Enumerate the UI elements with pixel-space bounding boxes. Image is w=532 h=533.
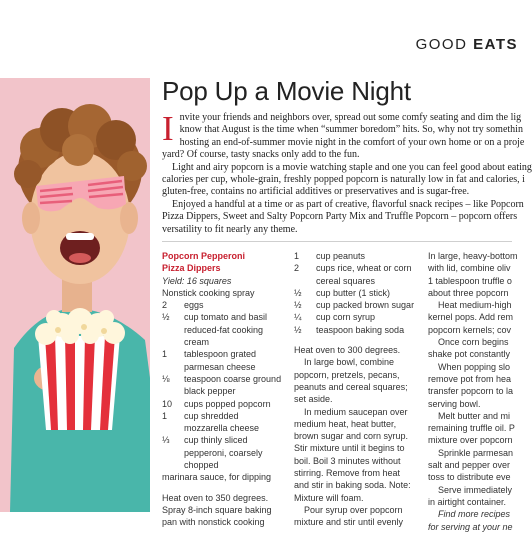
recipe-party-mix (294, 250, 422, 529)
step-line: Spray 8-inch square baking (162, 504, 272, 515)
ingredient-qty: ½ (294, 300, 302, 311)
ingredient-row (162, 348, 282, 373)
intro-line: hosting an end-of-summer movie night in the comfort of your own home or on a proje (179, 136, 525, 148)
ingredient-row (162, 373, 282, 398)
step-line: peanuts and cereal squares; (294, 381, 408, 392)
article-title: Pop Up a Movie Night (162, 76, 411, 106)
ingredient-line: Nonstick cooking spray (162, 287, 255, 298)
paragraph-line: Pizza Dippers, Sweet and Salty Popcorn Party Mix and Truffle Popcorn – popcorn offers (162, 211, 518, 223)
drop-cap: I (162, 109, 174, 148)
intro-line: yard? Of course, tasty snacks only add to the fun. (162, 149, 360, 161)
ingredient-qty: ⅓ (162, 435, 170, 446)
step-line: popcorn kernels; cov (428, 324, 512, 335)
step-line: boil. Boil 3 minutes without (294, 455, 401, 466)
ingredient-text: cups rice, wheat or corn cereal squares (316, 263, 412, 286)
ingredient-qty: 1 (162, 349, 168, 360)
ingredient-row (162, 434, 282, 471)
step-line: set aside. (294, 394, 333, 405)
step-line: Heat oven to 300 degrees. (294, 345, 401, 356)
ingredient-text: cup peanuts (316, 251, 366, 261)
ingredient-qty: 2 (162, 300, 168, 311)
step-line: for serving at your ne (428, 521, 513, 532)
ingredient-text: cup packed brown sugar (316, 300, 415, 311)
hero-photo (0, 78, 150, 512)
step-line: about three popcorn (428, 287, 509, 298)
step-line: remaining truffle oil. P (428, 423, 515, 434)
ingredient-row (294, 311, 422, 323)
step-line: 1 tablespoon truffle o (428, 275, 512, 286)
ingredient-row (162, 410, 282, 435)
ingredient-row (162, 299, 282, 311)
step-line: toss to distribute eve (428, 472, 511, 483)
ingredient-row (294, 324, 422, 336)
step-line: remove pot from hea (428, 373, 512, 384)
paragraph-line: gluten-free, contains no artificial additives or preservatives and is sugar-free. (162, 186, 470, 198)
step-line: salt and pepper over (428, 460, 511, 471)
ingredient-text: cup tomato and basil reduced-fat cooking cream (184, 312, 268, 348)
step-line: mixture and stir until evenly (294, 517, 404, 528)
step-line: Once corn begins (438, 337, 509, 348)
ingredient-row (294, 250, 422, 262)
step-line: popcorn, pretzels, pecans, (294, 369, 400, 380)
ingredient-text: tablespoon grated parmesan cheese (184, 349, 257, 372)
recipe-title: Popcorn Pepperoni (162, 251, 246, 261)
step-line: medium heat, heat butter, (294, 418, 397, 429)
ingredient-text: cup corn syrup (316, 312, 376, 323)
ingredient-qty: ⅛ (162, 373, 170, 384)
step-line: In large, heavy-bottom (428, 251, 518, 261)
step-line: serving bowl. (428, 398, 481, 409)
step-line: Mixture will foam. (294, 492, 364, 503)
recipe-title: Pizza Dippers (162, 263, 221, 274)
step-line: Find more recipes (438, 509, 511, 520)
ingredient-line: marinara sauce, for dipping (162, 472, 272, 483)
step-line: brown sugar and corn syrup. (294, 431, 409, 442)
paragraph-line: Light and airy popcorn is a movie watching staple and one you can feel good about eating (172, 161, 532, 173)
ingredient-text: cup thinly sliced pepperoni, coarsely chopped (184, 435, 263, 471)
intro-line: know that August is the time when “summer boredom” hits. So, why not try somethin (179, 124, 523, 136)
step-line: Sprinkle parmesan (438, 447, 514, 458)
ingredient-text: cup butter (1 stick) (316, 287, 391, 298)
ingredient-qty: 2 (294, 263, 300, 274)
paragraph-line: calories per cup, whole-grain, freshly popped popcorn is naturally low in fat and calories, i (162, 174, 525, 186)
step-line: with lid, combine oliv (428, 263, 511, 274)
ingredient-qty: ¼ (294, 312, 302, 323)
ingredient-qty: ½ (294, 287, 302, 298)
ingredient-text: teaspoon baking soda (316, 324, 405, 335)
article-intro (162, 109, 532, 236)
header-good: GOOD (415, 36, 474, 53)
recipe-yield: Yield: 16 squares (162, 275, 232, 286)
recipe-pizza-dippers (162, 250, 282, 529)
step-line: in airtight container. (428, 496, 507, 507)
step-line: stirring. Remove from heat (294, 468, 401, 479)
step-line: Heat oven to 350 degrees. (162, 492, 269, 503)
ingredient-row (294, 287, 422, 299)
step-line: Serve immediately (438, 484, 513, 495)
step-line: transfer popcorn to la (428, 386, 514, 397)
step-line: kernel pops. Add rem (428, 312, 514, 323)
step-line: Heat medium-high (438, 300, 512, 311)
boy-with-popcorn-illustration (0, 78, 150, 512)
ingredient-row (294, 262, 422, 287)
step-line: When popping slo (438, 361, 511, 372)
step-line: Stir mixture until it begins to (294, 443, 405, 454)
step-line: In medium saucepan over (304, 406, 408, 417)
step-line: and stir in baking soda. Note: (294, 480, 411, 491)
section-header (416, 36, 518, 53)
ingredient-text: eggs (184, 300, 204, 311)
step-line: In large bowl, combine (304, 357, 395, 368)
intro-line: nvite your friends and neighbors over, spread out some comfy seating and dim the lig (179, 112, 522, 123)
ingredient-text: teaspoon coarse ground black pepper (184, 373, 282, 397)
paragraph-line: Enjoyed a handful at a time or as part of creative, flavorful snack recipes – like Popcorn (172, 198, 524, 210)
step-line: pan with nonstick cooking (162, 517, 265, 528)
ingredient-qty: 10 (162, 398, 173, 409)
ingredient-row (162, 311, 282, 348)
step-line: mixture over popcorn (428, 435, 513, 446)
ingredient-qty: 1 (162, 410, 168, 421)
paragraph-line: versatility to fit nearly any theme. (162, 223, 298, 235)
header-eats: EATS (473, 36, 518, 53)
ingredient-qty: ½ (162, 312, 170, 323)
step-line: Pour syrup over popcorn (304, 504, 403, 515)
ingredient-row (162, 398, 282, 410)
recipe-truffle-popcorn (428, 250, 528, 533)
step-line: shake pot constantly (428, 349, 511, 360)
ingredient-qty: ½ (294, 324, 302, 335)
divider (162, 241, 512, 242)
step-line: Melt butter and mi (438, 410, 511, 421)
ingredient-row (294, 299, 422, 311)
ingredient-text: cup shredded mozzarella cheese (184, 410, 260, 434)
ingredient-text: cups popped popcorn (184, 398, 271, 409)
ingredient-qty: 1 (294, 251, 300, 261)
